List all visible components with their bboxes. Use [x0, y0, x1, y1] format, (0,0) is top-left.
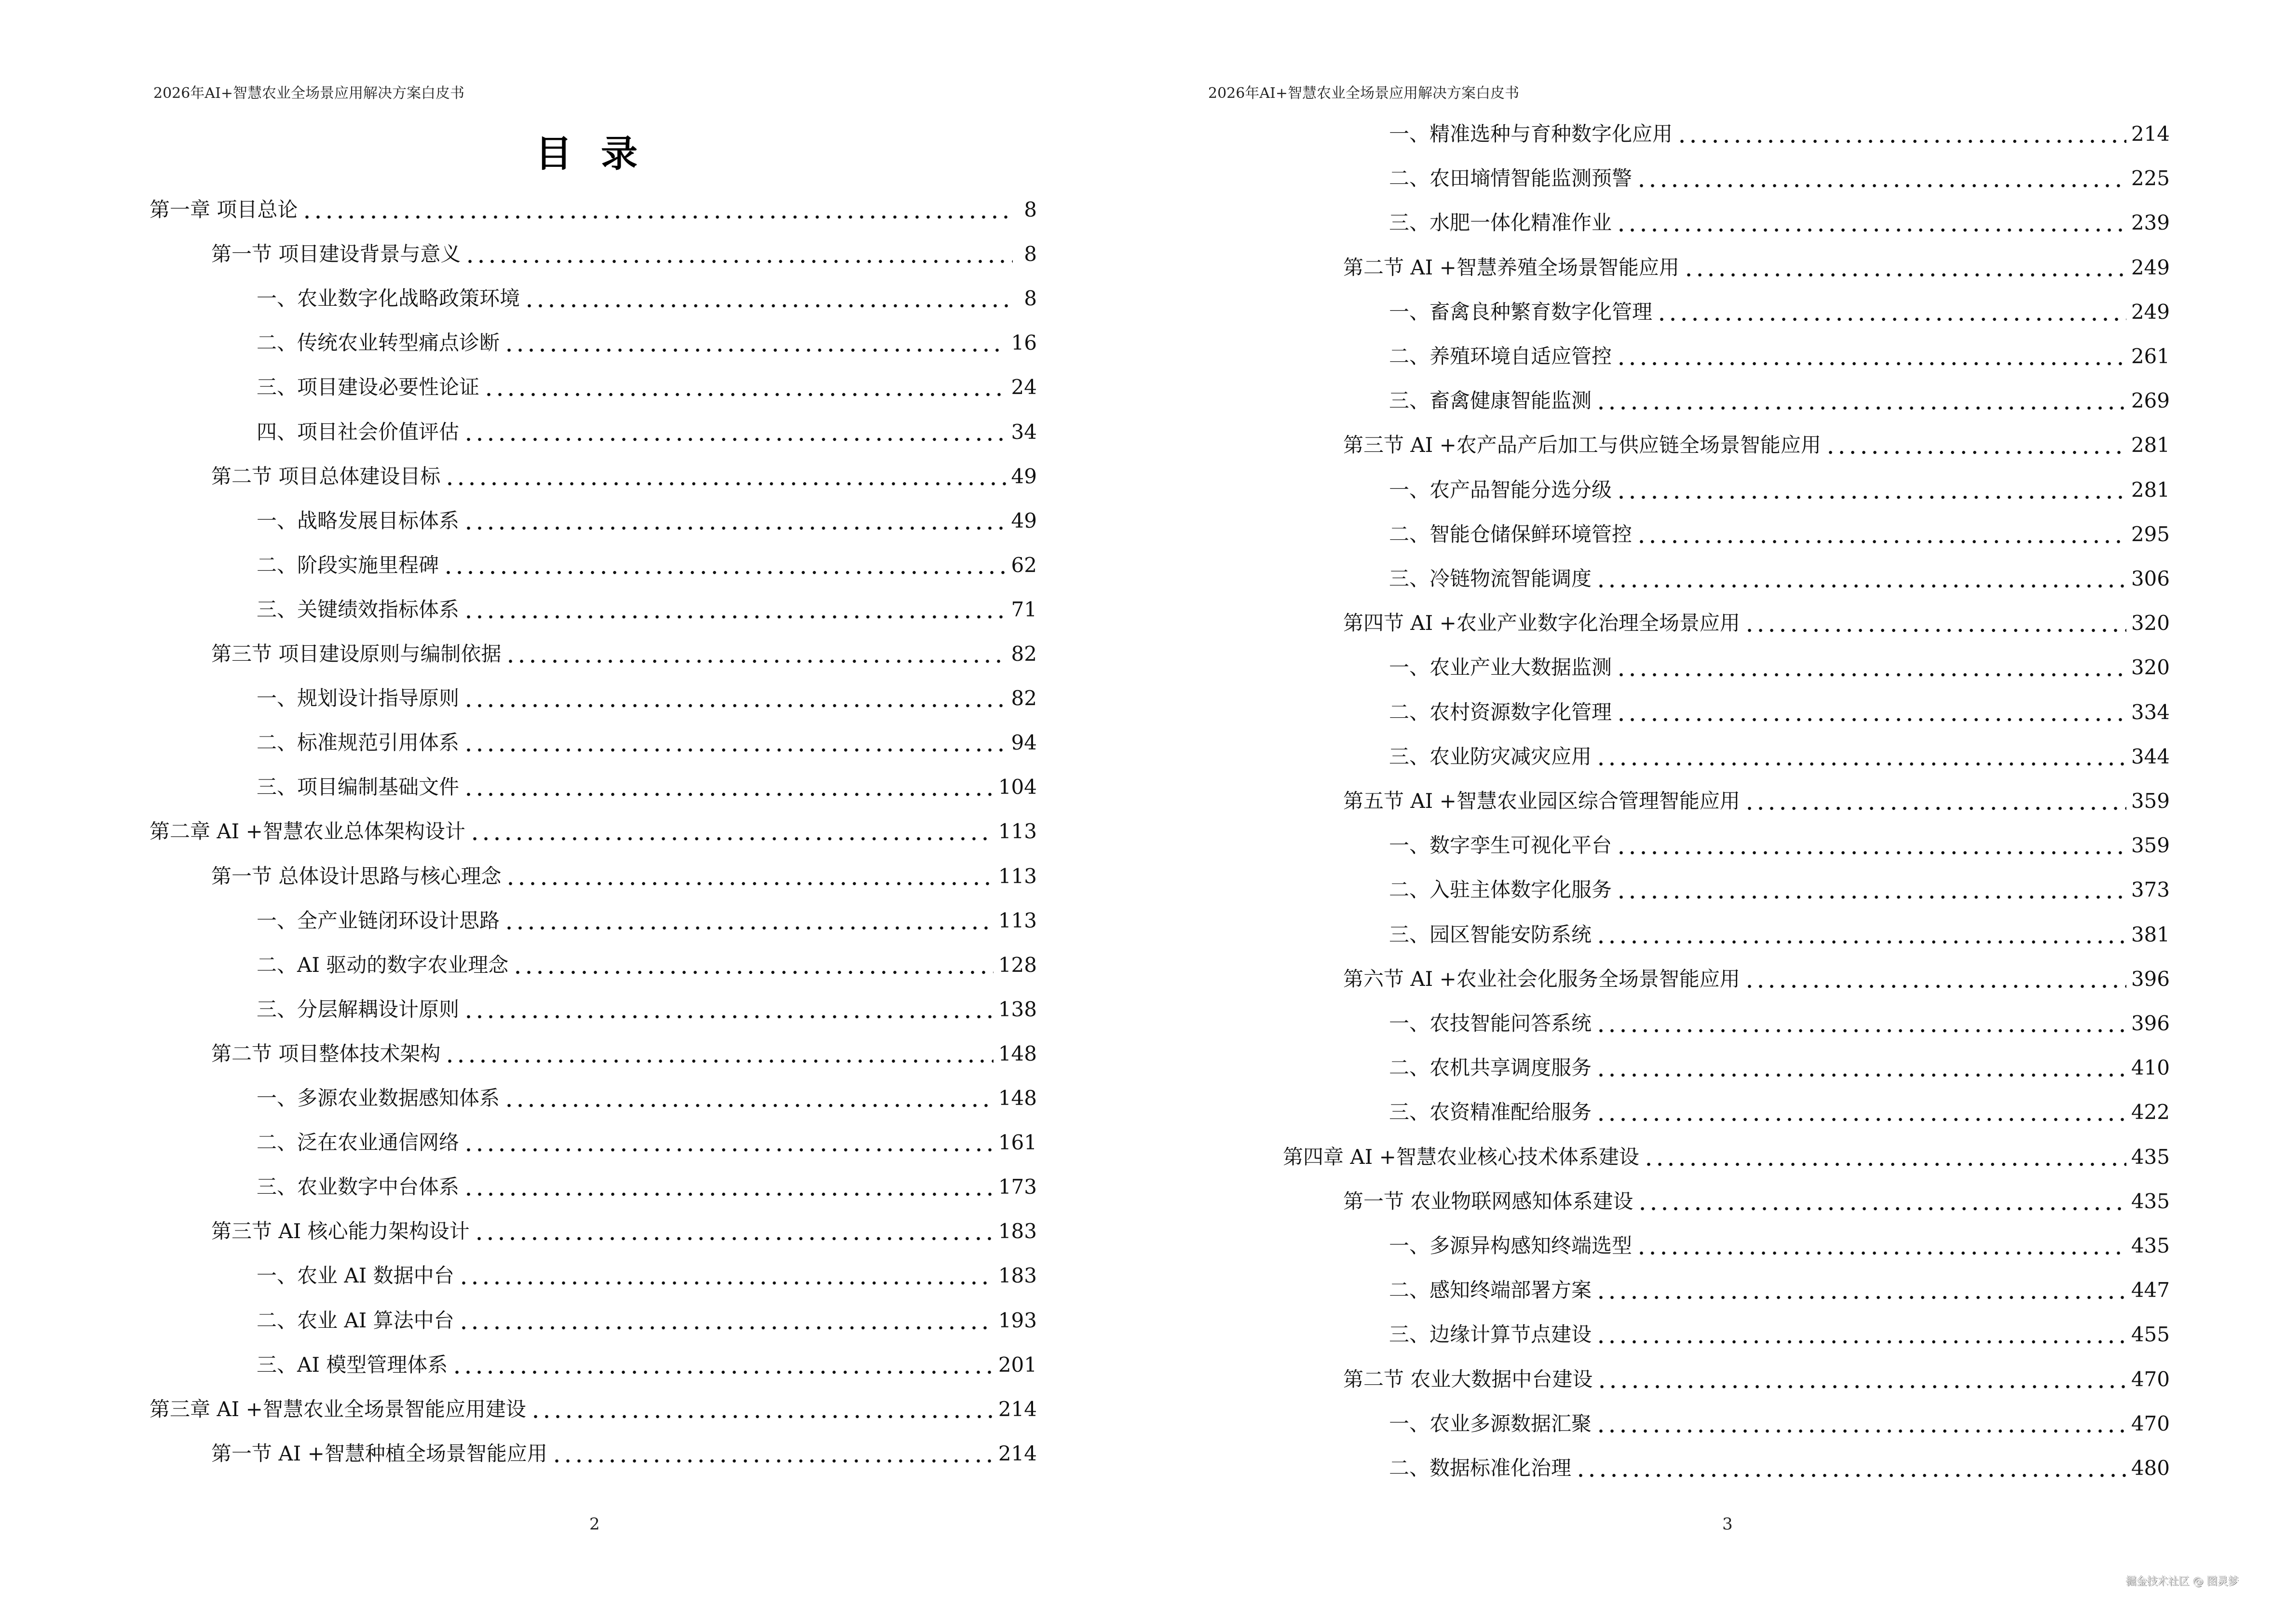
toc-entry-level-3[interactable]: [1389, 1320, 2170, 1349]
toc-entry-label: 一、农业数字化战略政策环境: [257, 287, 520, 311]
dot-leader: [504, 1079, 994, 1108]
toc-entry-page-number: 8: [1024, 242, 1037, 266]
dot-leader: [1656, 293, 2126, 322]
toc-entry-level-3[interactable]: [257, 1128, 1037, 1157]
toc-entry-label: 二、入驻主体数字化服务: [1389, 878, 1612, 902]
toc-entry-level-3[interactable]: [1389, 564, 2170, 593]
toc-entry-page-number: 320: [2131, 655, 2170, 680]
toc-entry-label: 三、农业数字中台体系: [257, 1175, 460, 1199]
toc-entry-label: 二、养殖环境自适应管控: [1389, 344, 1612, 368]
toc-entry-page-number: 261: [2131, 344, 2170, 368]
toc-entry-level-3[interactable]: [1389, 120, 2170, 149]
toc-entry-page-number: 447: [2131, 1278, 2170, 1302]
toc-entry-label: 一、多源异构感知终端选型: [1389, 1234, 1633, 1257]
running-header: 2026年AI+智慧农业全场景应用解决方案白皮书: [1208, 85, 1519, 102]
toc-entry-label: 第三节 AI +农产品产后加工与供应链全场景智能应用: [1343, 433, 1821, 457]
toc-entry-page-number: 214: [2131, 122, 2170, 146]
toc-entry-level-2[interactable]: [1343, 1365, 2170, 1394]
dot-leader: [1595, 915, 2126, 944]
toc-entry-label: 第三节 项目建设原则与编制依据: [211, 642, 502, 666]
toc-entry-level-2[interactable]: [1343, 1187, 2170, 1216]
toc-entry-label: 一、畜禽良种繁育数字化管理: [1389, 300, 1653, 324]
running-header: 2026年AI+智慧农业全场景应用解决方案白皮书: [153, 85, 464, 102]
toc-entry-level-3[interactable]: [257, 906, 1037, 935]
toc-entry-level-3[interactable]: [257, 418, 1037, 447]
toc-entry-level-3[interactable]: [1389, 875, 2170, 904]
toc-entry-page-number: 249: [2131, 255, 2170, 279]
toc-entry-level-3[interactable]: [257, 284, 1037, 313]
toc-entry-page-number: 24: [1011, 375, 1037, 399]
toc-entry-label: 第一章 项目总论: [150, 198, 298, 221]
dot-leader: [1595, 737, 2126, 766]
toc-entry-level-2[interactable]: [1343, 787, 2170, 816]
dot-leader: [512, 946, 994, 975]
dot-leader: [505, 635, 1006, 664]
dot-leader: [1616, 648, 2126, 677]
toc-entry-level-2[interactable]: [211, 640, 1037, 669]
toc-entry-level-3[interactable]: [257, 595, 1037, 624]
toc-entry-page-number: 49: [1011, 508, 1037, 532]
dot-leader: [1616, 337, 2126, 366]
toc-entry-label: 三、园区智能安防系统: [1389, 922, 1592, 946]
toc-entry-level-3[interactable]: [1389, 1231, 2170, 1260]
dot-leader: [530, 1390, 994, 1419]
toc-entry-label: 第一节 AI +智慧种植全场景智能应用: [211, 1441, 547, 1465]
dot-leader: [451, 1346, 994, 1375]
dot-leader: [1616, 871, 2126, 900]
toc-entry-label: 一、多源农业数据感知体系: [257, 1086, 500, 1110]
toc-entry-page-number: 8: [1024, 287, 1037, 311]
toc-entry-label: 第二节 项目整体技术架构: [211, 1041, 441, 1065]
toc-entry-page-number: 359: [2131, 833, 2170, 858]
dot-leader: [1616, 826, 2126, 855]
dot-leader: [463, 723, 1007, 752]
dot-leader: [1595, 1004, 2126, 1033]
toc-entry-label: 一、精准选种与育种数字化应用: [1389, 122, 1673, 146]
toc-entry-page-number: 334: [2131, 700, 2170, 724]
toc-entry-level-1[interactable]: [1283, 1143, 2170, 1172]
toc-entry-label: 第二节 农业大数据中台建设: [1343, 1367, 1593, 1391]
toc-entry-page-number: 435: [2131, 1234, 2170, 1257]
toc-entry-level-2[interactable]: [1343, 253, 2170, 282]
toc-entry-page-number: 16: [1011, 331, 1037, 355]
toc-entry-page-number: 470: [2131, 1367, 2170, 1391]
dot-leader: [444, 1035, 993, 1064]
toc-entry-level-3[interactable]: [1389, 164, 2170, 193]
toc-entry-level-2[interactable]: [211, 240, 1037, 269]
dot-leader: [464, 235, 1013, 264]
toc-entry-page-number: 183: [998, 1219, 1037, 1243]
toc-entry-level-3[interactable]: [257, 1306, 1037, 1335]
toc-entry-label: 一、全产业链闭环设计思路: [257, 908, 500, 932]
dot-leader: [1825, 426, 2126, 455]
toc-entry-level-1[interactable]: [150, 1395, 1037, 1424]
dot-leader: [1643, 1138, 2126, 1167]
toc-entry-page-number: 281: [2131, 478, 2170, 502]
dot-leader: [1616, 693, 2126, 722]
toc-entry-page-number: 396: [2131, 967, 2170, 991]
toc-entry-label: 一、农业 AI 数据中台: [257, 1264, 454, 1288]
toc-entry-label: 一、战略发展目标体系: [257, 508, 460, 532]
dot-leader: [505, 857, 993, 886]
dot-leader: [1636, 159, 2126, 188]
toc-entry-page-number: 113: [998, 819, 1037, 844]
toc-entry-page-number: 306: [2131, 567, 2170, 590]
toc-entry-label: 第二章 AI +智慧农业总体架构设计: [150, 819, 465, 844]
toc-entry-label: 二、传统农业转型痛点诊断: [257, 331, 500, 355]
toc-entry-level-3[interactable]: [257, 506, 1037, 535]
page-number: 3: [1722, 1515, 1733, 1534]
dot-leader: [504, 901, 994, 930]
dot-leader: [458, 1256, 994, 1285]
toc-entry-label: 二、农机共享调度服务: [1389, 1056, 1592, 1080]
toc-entry-page-number: 71: [1011, 597, 1037, 621]
toc-entry-label: 二、农村资源数字化管理: [1389, 700, 1612, 724]
toc-entry-level-2[interactable]: [1343, 431, 2170, 460]
toc-entry-label: 三、项目建设必要性论证: [257, 375, 480, 399]
toc-entry-page-number: 214: [998, 1397, 1037, 1421]
toc-entry-level-1[interactable]: [150, 195, 1037, 224]
toc-entry-level-3[interactable]: [1389, 920, 2170, 949]
dot-leader: [1596, 1360, 2126, 1389]
toc-entry-level-3[interactable]: [1389, 831, 2170, 860]
toc-entry-page-number: 422: [2131, 1100, 2170, 1124]
toc-entry-label: 第一节 项目建设背景与意义: [211, 242, 461, 266]
toc-entry-page-number: 410: [2131, 1056, 2170, 1080]
toc-entry-level-3[interactable]: [257, 328, 1037, 357]
toc-entry-label: 三、关键绩效指标体系: [257, 597, 460, 621]
toc-entry-label: 三、冷链物流智能调度: [1389, 567, 1592, 590]
dot-leader: [483, 368, 1007, 397]
toc-entry-page-number: 49: [1011, 464, 1037, 488]
dot-leader: [524, 279, 1013, 308]
toc-entry-label: 三、水肥一体化精准作业: [1389, 211, 1612, 235]
dot-leader: [444, 457, 1006, 486]
toc-entry-page-number: 161: [998, 1131, 1037, 1155]
toc-entry-page-number: 455: [2131, 1323, 2170, 1347]
toc-entry-page-number: 113: [998, 908, 1037, 932]
toc-entry-level-3[interactable]: [257, 773, 1037, 802]
toc-entry-level-3[interactable]: [1389, 208, 2170, 237]
toc-entry-label: 二、AI 驱动的数字农业理念: [257, 953, 509, 977]
toc-entry-level-2[interactable]: [211, 862, 1037, 891]
toc-entry-page-number: 173: [998, 1175, 1037, 1199]
toc-entry-level-3[interactable]: [257, 1084, 1037, 1113]
dot-leader: [1595, 560, 2126, 588]
dot-leader: [443, 546, 1007, 575]
toc-title: 目录: [535, 132, 667, 175]
toc-entry-level-3[interactable]: [257, 728, 1037, 757]
toc-entry-page-number: 320: [2131, 611, 2170, 635]
dot-leader: [1744, 604, 2126, 633]
toc-entry-level-3[interactable]: [257, 1351, 1037, 1379]
toc-entry-level-3[interactable]: [257, 951, 1037, 980]
toc-entry-label: 第四章 AI +智慧农业核心技术体系建设: [1283, 1145, 1639, 1169]
toc-entry-level-3[interactable]: [257, 684, 1037, 713]
toc-entry-level-2[interactable]: [211, 462, 1037, 491]
toc-entry-label: 三、农资精准配给服务: [1389, 1100, 1592, 1124]
toc-entry-label: 第二节 AI +智慧养殖全场景智能应用: [1343, 255, 1679, 279]
watermark: 掘金技术社区 @ 图灵梦: [2126, 1576, 2239, 1588]
dot-leader: [301, 191, 1013, 219]
toc-entry-label: 四、项目社会价值评估: [257, 420, 460, 444]
toc-entry-page-number: 148: [998, 1041, 1037, 1065]
toc-entry-level-2[interactable]: [1343, 965, 2170, 994]
toc-entry-label: 三、畜禽健康智能监测: [1389, 389, 1592, 413]
toc-entry-label: 第一节 农业物联网感知体系建设: [1343, 1189, 1634, 1213]
dot-leader: [1636, 1227, 2126, 1256]
toc-entry-level-3[interactable]: [1389, 1053, 2170, 1082]
toc-entry-label: 第二节 项目总体建设目标: [211, 464, 441, 488]
toc-entry-label: 二、阶段实施里程碑: [257, 553, 439, 577]
toc-entry-page-number: 34: [1011, 420, 1037, 444]
toc-entry-page-number: 435: [2131, 1189, 2170, 1213]
toc-entry-label: 第六节 AI +农业社会化服务全场景智能应用: [1343, 967, 1740, 991]
page-number: 2: [589, 1515, 600, 1534]
toc-entry-page-number: 138: [998, 997, 1037, 1021]
toc-entry-level-3[interactable]: [1389, 1409, 2170, 1438]
toc-entry-level-3[interactable]: [1389, 476, 2170, 505]
toc-entry-page-number: 480: [2131, 1456, 2170, 1480]
dot-leader: [1595, 1271, 2126, 1300]
toc-entry-page-number: 344: [2131, 744, 2170, 768]
dot-leader: [1595, 1315, 2126, 1344]
dot-leader: [1616, 471, 2126, 500]
dot-leader: [1595, 1405, 2126, 1433]
toc-entry-page-number: 82: [1011, 642, 1037, 666]
toc-entry-label: 二、感知终端部署方案: [1389, 1278, 1592, 1302]
toc-entry-page-number: 373: [2131, 878, 2170, 902]
toc-entry-page-number: 214: [998, 1441, 1037, 1465]
dot-leader: [463, 679, 1007, 708]
toc-entry-page-number: 281: [2131, 433, 2170, 457]
toc-entry-page-number: 62: [1011, 553, 1037, 577]
toc-entry-page-number: 225: [2131, 166, 2170, 191]
toc-entry-level-3[interactable]: [1389, 698, 2170, 727]
toc-entry-page-number: 381: [2131, 922, 2170, 946]
toc-entry-page-number: 396: [2131, 1011, 2170, 1035]
toc-entry-label: 二、智能仓储保鲜环境管控: [1389, 522, 1633, 546]
dot-leader: [463, 990, 994, 1019]
toc-entry-page-number: 113: [998, 864, 1037, 888]
dot-leader: [1595, 1093, 2126, 1122]
toc-entry-page-number: 435: [2131, 1145, 2170, 1169]
toc-entry-level-3[interactable]: [1389, 1454, 2170, 1483]
toc-entry-label: 一、数字孪生可视化平台: [1389, 833, 1612, 858]
toc-entry-page-number: 193: [998, 1308, 1037, 1332]
dot-leader: [463, 502, 1007, 531]
dot-leader: [463, 413, 1007, 442]
dot-leader: [463, 1123, 994, 1152]
toc-entry-page-number: 104: [998, 775, 1037, 799]
dot-leader: [1637, 1182, 2126, 1211]
dot-leader: [1676, 115, 2126, 144]
toc-entry-level-3[interactable]: [257, 373, 1037, 402]
toc-entry-level-3[interactable]: [1389, 342, 2170, 371]
dot-leader: [1616, 204, 2126, 232]
dot-leader: [463, 768, 994, 797]
toc-entry-page-number: 82: [1011, 686, 1037, 710]
right-page: [1144, 0, 2287, 1624]
toc-entry-page-number: 8: [1024, 198, 1037, 221]
toc-entry-label: 三、AI 模型管理体系: [257, 1352, 448, 1377]
toc-entry-level-2[interactable]: [211, 1039, 1037, 1068]
dot-leader: [1595, 382, 2126, 410]
toc-entry-page-number: 148: [998, 1086, 1037, 1110]
toc-entry-level-3[interactable]: [1389, 1009, 2170, 1038]
toc-entry-label: 第四节 AI +农业产业数字化治理全场景应用: [1343, 611, 1740, 635]
toc-entry-page-number: 470: [2131, 1411, 2170, 1435]
toc-entry-label: 一、农技智能问答系统: [1389, 1011, 1592, 1035]
toc-entry-level-3[interactable]: [1389, 1098, 2170, 1127]
toc-entry-label: 三、农业防灾减灾应用: [1389, 744, 1592, 768]
toc-entry-page-number: 94: [1011, 731, 1037, 755]
toc-entry-level-3[interactable]: [1389, 653, 2170, 682]
toc-entry-page-number: 183: [998, 1264, 1037, 1288]
toc-entry-level-3[interactable]: [257, 995, 1037, 1024]
dot-leader: [458, 1301, 994, 1330]
toc-entry-page-number: 269: [2131, 389, 2170, 413]
toc-entry-label: 第五节 AI +智慧农业园区综合管理智能应用: [1343, 789, 1740, 813]
toc-entry-page-number: 239: [2131, 211, 2170, 235]
toc-entry-page-number: 249: [2131, 300, 2170, 324]
toc-entry-label: 第三章 AI +智慧农业全场景智能应用建设: [150, 1397, 526, 1421]
toc-entry-label: 三、项目编制基础文件: [257, 775, 460, 799]
toc-entry-level-1[interactable]: [150, 817, 1037, 846]
dot-leader: [1595, 1049, 2126, 1078]
toc-entry-level-3[interactable]: [257, 1261, 1037, 1290]
toc-entry-label: 二、泛在农业通信网络: [257, 1131, 460, 1155]
dot-leader: [1636, 515, 2126, 544]
toc-entry-label: 第三节 AI 核心能力架构设计: [211, 1219, 470, 1243]
toc-entry-label: 三、分层解耦设计原则: [257, 997, 460, 1021]
toc-entry-level-3[interactable]: [1389, 1276, 2170, 1305]
toc-entry-label: 二、农业 AI 算法中台: [257, 1308, 454, 1332]
dot-leader: [1744, 960, 2126, 989]
toc-entry-level-2[interactable]: [1343, 609, 2170, 638]
toc-entry-page-number: 201: [998, 1352, 1037, 1377]
toc-entry-label: 二、农田墒情智能监测预警: [1389, 166, 1633, 191]
toc-entry-label: 一、农业产业大数据监测: [1389, 655, 1612, 680]
toc-entry-page-number: 295: [2131, 522, 2170, 546]
toc-entry-level-2[interactable]: [211, 1217, 1037, 1246]
dot-leader: [463, 590, 1007, 619]
toc-entry-label: 一、农业多源数据汇聚: [1389, 1411, 1592, 1435]
toc-entry-level-3[interactable]: [1389, 298, 2170, 327]
dot-leader: [551, 1434, 994, 1463]
toc-entry-label: 一、规划设计指导原则: [257, 686, 460, 710]
toc-entry-level-3[interactable]: [1389, 520, 2170, 549]
dot-leader: [463, 1168, 994, 1197]
dot-leader: [1575, 1449, 2126, 1478]
toc-entry-label: 二、数据标准化治理: [1389, 1456, 1572, 1480]
dot-leader: [1744, 782, 2126, 811]
toc-entry-level-3[interactable]: [1389, 742, 2170, 771]
toc-entry-label: 一、农产品智能分选分级: [1389, 478, 1612, 502]
dot-leader: [504, 324, 1007, 353]
dot-leader: [474, 1212, 994, 1241]
toc-entry-level-3[interactable]: [257, 1173, 1037, 1201]
toc-entry-label: 二、标准规范引用体系: [257, 731, 460, 755]
toc-entry-level-2[interactable]: [211, 1439, 1037, 1468]
toc-entry-page-number: 359: [2131, 789, 2170, 813]
toc-entry-page-number: 128: [998, 953, 1037, 977]
toc-entry-label: 三、边缘计算节点建设: [1389, 1323, 1592, 1347]
toc-entry-level-3[interactable]: [1389, 386, 2170, 415]
dot-leader: [1683, 248, 2126, 277]
toc-entry-level-3[interactable]: [257, 551, 1037, 580]
toc-entry-label: 第一节 总体设计思路与核心理念: [211, 864, 502, 888]
dot-leader: [469, 812, 994, 841]
